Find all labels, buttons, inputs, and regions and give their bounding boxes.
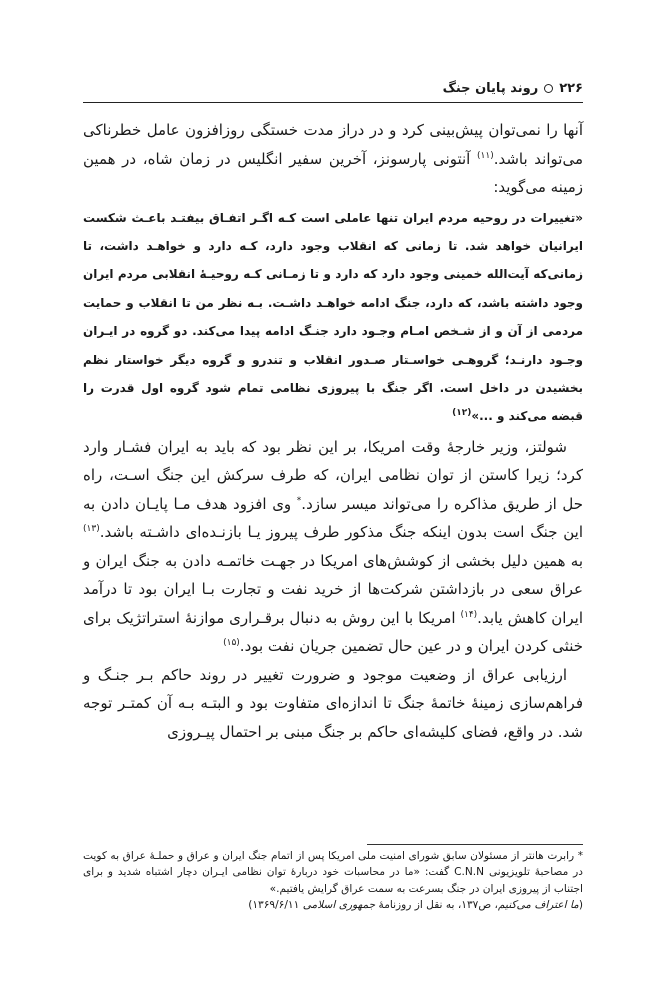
- block-quote: [83, 204, 583, 431]
- note-ref: (۱۱): [477, 150, 494, 161]
- paragraph-iraq: ارزیابی عراق از وضعیت موجود و ضرورت تغییر در روند حاکم بـر جنـگ و فراهم‌سازی زمینۀ خاتمۀ جنگ تا اندازه‌ای متفاوت بود و البتـه بـه آن کمتـر توجه شد. در واقع، فضای کلیشه‌ای حاکم بر جنگ مبنی بر احتمال پیـروزی: [83, 665, 583, 741]
- footnote-rule: [367, 844, 583, 845]
- intro-text-after: آنتونی پارسونز، آخرین سفیر انگلیس در زمان شاه، در همین زمینه می‌گوید:: [83, 149, 583, 196]
- circle-separator-icon: [544, 84, 553, 93]
- footnote: [83, 848, 583, 914]
- intro-text: آنها را نمی‌توان پیش‌بینی کرد و در دراز مدت خستگی روزافزون عامل خطرناکی می‌تواند باشد.: [83, 121, 583, 168]
- paragraph-intro: [83, 116, 583, 202]
- running-header: [83, 78, 583, 100]
- note-ref: (۱۵): [223, 638, 240, 649]
- footnote-body: * رابرت هانتر از مسئولان سابق شورای امنیت ملی امریکا پس از اتمام جنگ ایران و عراق و حملـۀ عراق به کویت در مصاحبۀ تلویزیونی C.N.N گفت: «ما در محاسبات خود دربارۀ توان نظامی ایـران دچار اشتباه شدید و برای اجتناب از پیروزی ایران در جنگ بسرعت به سمت عراق گرایش یافتیم.»: [83, 850, 584, 895]
- footnote-text: [83, 848, 583, 897]
- source-rest: ، ص۱۳۷، به نقل از روزنامۀ: [375, 899, 498, 912]
- para2-part2: وی افزود هدف مـا پایـان دادن به این جنگ است بدون اینکه جنگ مذکور طرف پیروز یـا بازنـده‌ای داشـته باشد.: [83, 494, 583, 542]
- note-ref: (۱۴): [460, 609, 478, 620]
- quote-text: «تغییرات در روحیه مردم ایران تنها عاملی است کـه اگـر اتفـاق بیفتـد باعـث شکست ایرانیان خواهد شد. تا زمانی که انقلاب وجود دارد، کـه دارد و خواهـد داشت، تا زمانی‌که آیت‌الله خمینی وجود دارد که دارد و تا زمـانی کـه روحیـۀ انقلابی مردم ایران وجود داشته باشد، که دارد، جنگ ادامه خواهـد داشـت. بـه نظر من تا انقلاب و حمایت مردمی از آن و از شـخص امـام وجـود دارد جنـگ ادامه پیدا می‌کند. دو گروه در ایـران وجـود دارنـد؛ گروهـی خواسـتار صـدور انقلاب و تندرو و گروه دیگر خواستار نظم بخشیدن در داخل است. اگر جنگ با پیروزی نظامی تمام شود گروه اول قدرت را قبضه می‌کند و ...»: [83, 210, 583, 424]
- note-ref: (۱۳): [83, 524, 100, 535]
- source-book: ما اعتراف می‌کنیم: [497, 899, 579, 912]
- main-text: [83, 116, 583, 746]
- source-paper: جمهوری اسلامی: [302, 899, 376, 912]
- footnote-star: *: [296, 495, 302, 506]
- para2-part3: به همین دلیل بخشی از کوشش‌های امریکا در جهـت خاتمـه دادن به جنگ ایران و عراق سعی در بازداشتن شرکت‌ها از خرید نفت و تجارت بـا ایران بود تا درآمد ایران کاهش یابد.: [83, 551, 584, 627]
- chapter-title: روند پایان جنگ: [442, 81, 539, 96]
- footnote-source: (ما اعتراف می‌کنیم، ص۱۳۷، به نقل از روزنامۀ جمهوری اسلامی ۱۳۶۹/۶/۱۱): [248, 899, 583, 912]
- source-date: ۱۳۶۹/۶/۱۱: [252, 899, 303, 912]
- header-rule: [83, 102, 583, 103]
- para2-part1: شولتز، وزیر خارجۀ وقت امریکا، بر این نظر بود که باید به ایران فشـار وارد کرد؛ زیرا کاستن از توان نظامی ایران، که طرف سرکش این جنگ اسـت، راه حل از طریق مذاکره را می‌تواند میسر سازد.: [83, 437, 584, 513]
- note-ref: (۱۲): [452, 408, 472, 419]
- para2-part4: امریکا با این روش به دنبال برقـراری موازنۀ استراتژیک برای خنثی کردن ایران و در عین حال تضمین جریان نفت بود.: [83, 608, 583, 656]
- page-number: ۲۲۶: [559, 81, 583, 96]
- paragraph-shultz: [83, 433, 583, 661]
